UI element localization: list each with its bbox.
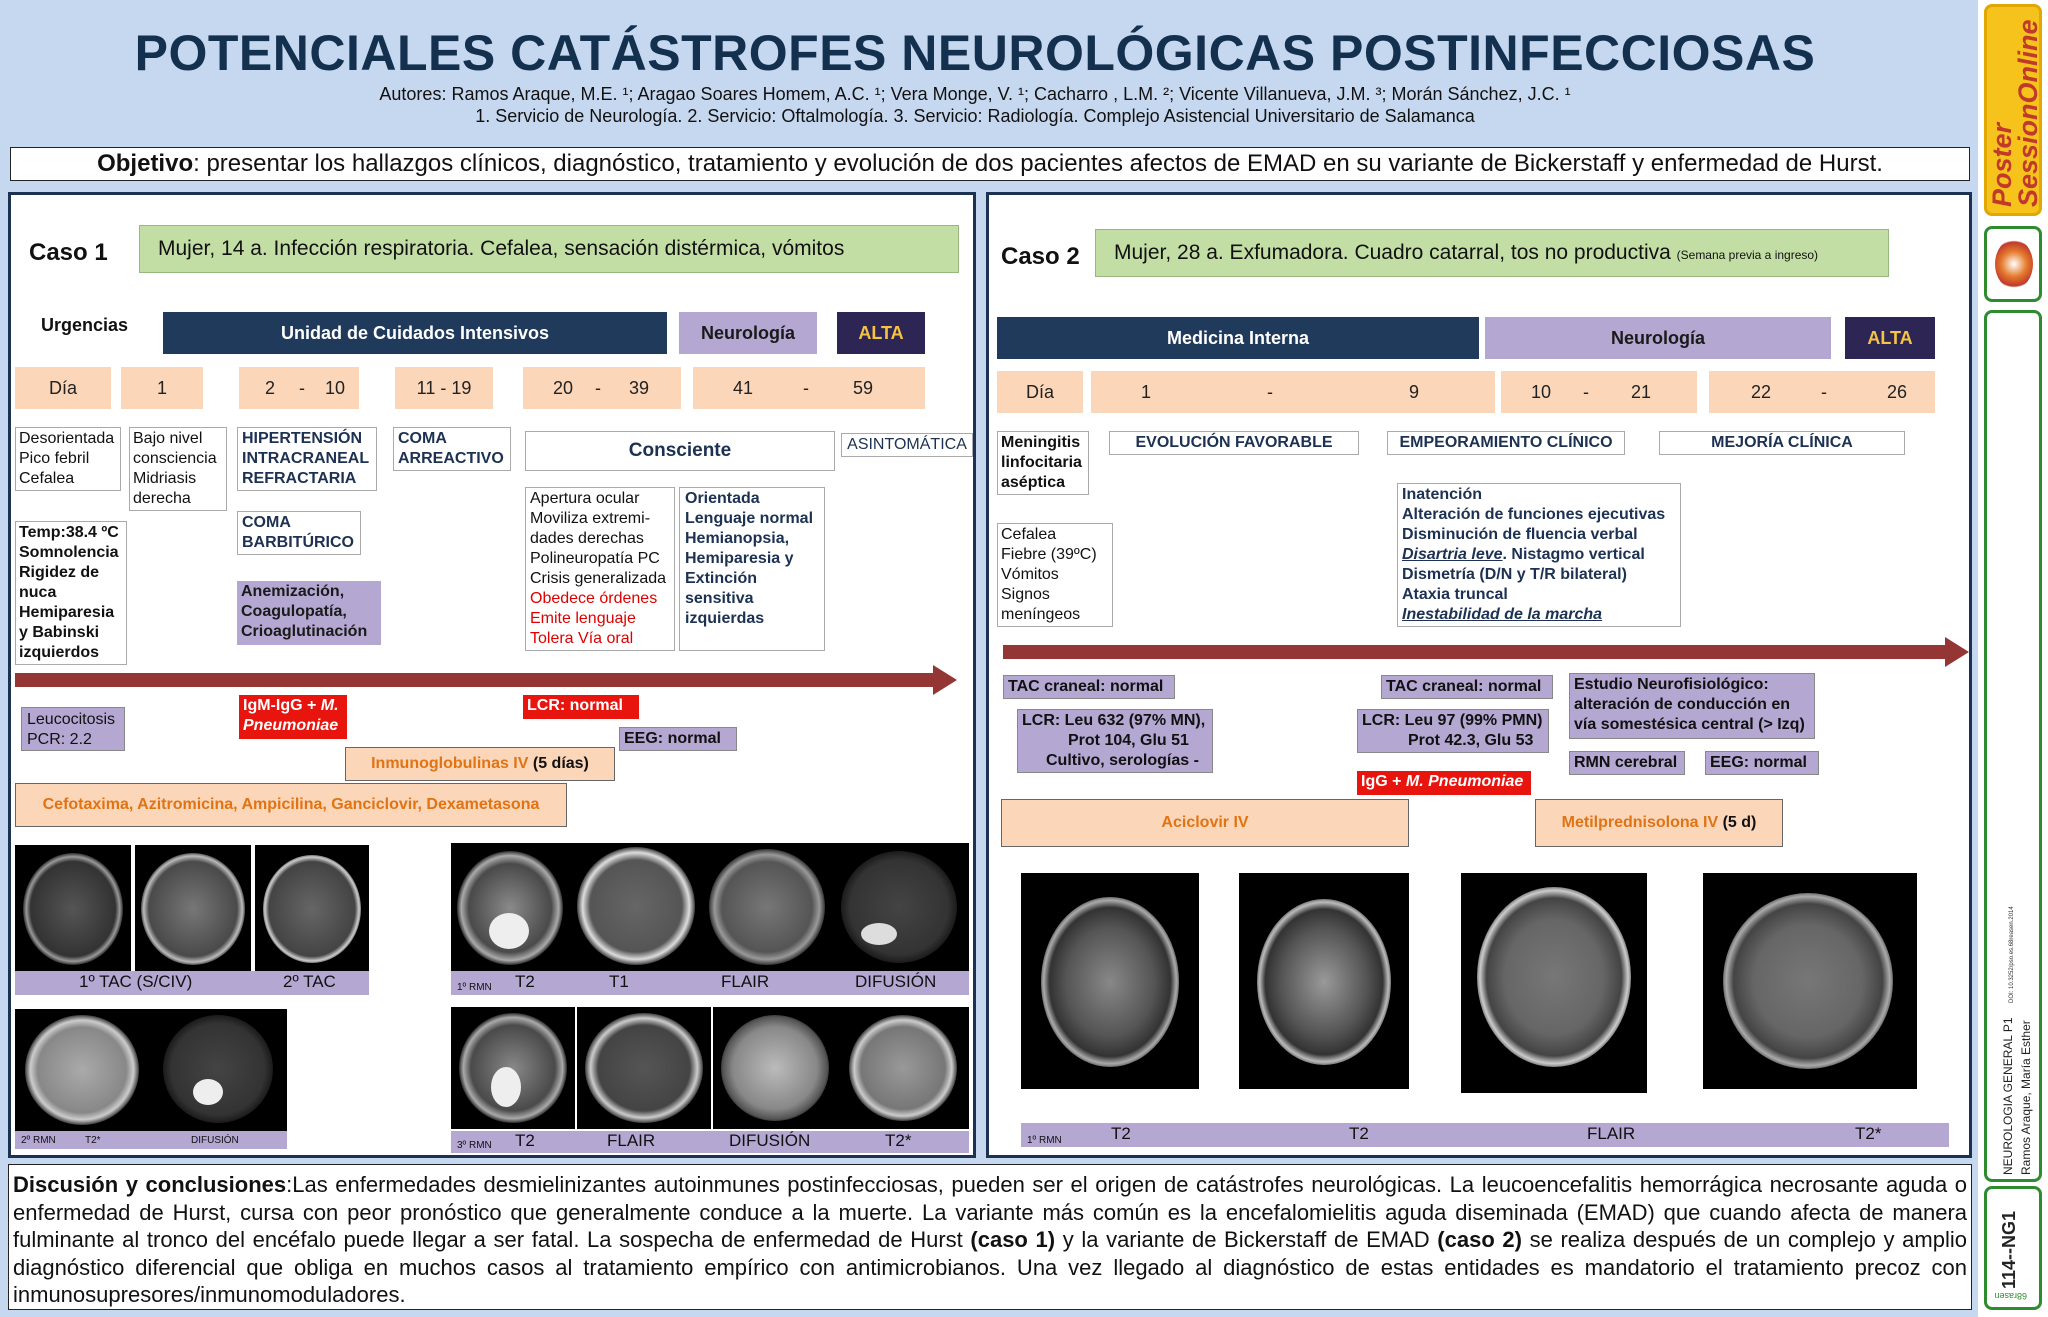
author-name: Ramos Araque, María Esther (2019, 1020, 2033, 1175)
case2-day-range (1091, 371, 1495, 413)
dash: - (803, 378, 809, 398)
case2-panel (986, 192, 1972, 1158)
finding-line: derecha (133, 490, 191, 507)
poster-code-box (1984, 1186, 2042, 1310)
finding-text: Inestabilidad de la marcha (1402, 606, 1603, 623)
timeline-arrow (15, 673, 935, 687)
case2-alta: ALTA (1845, 317, 1935, 359)
case2-tac1: TAC craneal: normal (1003, 675, 1175, 699)
test-text: IgM-IgG + (243, 697, 321, 714)
finding-line: Meningitis (1001, 434, 1081, 451)
caption: FLAIR (607, 1131, 656, 1150)
case1-neuro-findings (679, 487, 825, 651)
finding-line: Fiebre (39ºC) (1001, 546, 1097, 563)
case1-title: Caso 1 (29, 239, 108, 266)
day: 10 (325, 378, 346, 398)
case2-mejoria: MEJORÍA CLÍNICA (1659, 431, 1905, 455)
dash: - (1821, 382, 1827, 402)
ct-scan-image (15, 845, 131, 971)
discussion-text: :Las enfermedades desmielinizantes autoinmunes postinfecciosas, pueden ser el origen de catástrofes neurológicas. La leucoencefalitis hemorrágica necrosante aguda o enfermedad de Hurst, cursa con peor pronóstico que generalmente conduce a la muerte. La variante más común es la encefalomielitis aguda diseminada (EMAD) que cuando afecta de manera fulminante al tronco del encéfalo puede llegar a ser fatal. La sospecha de enfermedad de Hurst (13, 1172, 1967, 1252)
treatment-days: (5 d) (1718, 814, 1757, 831)
dash: - (595, 378, 601, 398)
caption: FLAIR (1587, 1124, 1636, 1143)
finding-line: izquierdas (685, 610, 765, 627)
day: 39 (629, 378, 650, 398)
finding-line: Cefalea (19, 470, 75, 487)
caption: T2 (1349, 1124, 1369, 1143)
case1-urgencias: Urgencias (41, 315, 129, 335)
finding-line: Somnolencia (19, 544, 119, 561)
finding-line: Polineuropatía PC (530, 550, 660, 567)
day: 59 (853, 378, 874, 398)
brand: SessionOnline (2013, 19, 2043, 207)
day: 22 (1751, 382, 1772, 402)
case2-lcr2 (1357, 709, 1549, 753)
test-line: LCR: Leu 632 (97% MN), (1022, 712, 1206, 729)
day: 1 (1141, 382, 1152, 402)
finding-line: Apertura ocular (530, 490, 640, 507)
finding-line: Moviliza extremi- (530, 510, 651, 527)
caption-bar (451, 1131, 969, 1153)
caption: T2 (515, 972, 535, 991)
finding-line: Midriasis (133, 470, 197, 487)
dash: - (1267, 382, 1273, 402)
finding-text: Disartria leve (1402, 546, 1503, 563)
case2-title: Caso 2 (1001, 243, 1080, 270)
caption: T2* (1855, 1124, 1882, 1143)
caption-bar (15, 971, 369, 995)
test-line: Cultivo, serologías - (1046, 752, 1199, 769)
mri-image (1239, 873, 1409, 1089)
test-text: M. (320, 697, 339, 714)
mri-image (1021, 873, 1199, 1089)
caption: T1 (609, 972, 629, 991)
finding-line: Vómitos (1001, 566, 1059, 583)
finding-line: Extinción (685, 570, 758, 587)
ct-scan-image (255, 845, 369, 971)
case1-leucocitosis (21, 707, 125, 751)
finding-line: Temp:38.4 ºC (19, 524, 119, 541)
finding-line: Coagulopatía, (241, 603, 347, 620)
test-line: alteración de conducción en (1574, 696, 1791, 713)
caption: 1º RMN (1027, 1135, 1062, 1146)
case1-consciente-detail (525, 487, 675, 651)
test-line: Estudio Neurofisiológico: (1574, 676, 1769, 693)
objective-text: : presentar los hallazgos clínicos, diagnóstico, tratamiento y evolución de dos pacientes afectos de EMAD en su variante de Bickerstaff y enfermedad de Hurst. (193, 150, 1883, 177)
poster-info (1984, 310, 2042, 1182)
case2-day-range (1709, 371, 1935, 413)
test-text: M. Pneumoniae (1405, 773, 1524, 790)
finding-line: izquierdos (19, 644, 100, 661)
treatment-text: Metilprednisolona IV (1561, 814, 1719, 831)
finding-line: HIPERTENSIÓN (242, 430, 363, 447)
arrow-head (1945, 637, 1969, 667)
case1-summary: Mujer, 14 a. Infección respiratoria. Cefalea, sensación distérmica, vómitos (139, 225, 959, 273)
test-text: IgG + (1361, 773, 1406, 790)
finding-line: Alteración de funciones ejecutivas (1402, 506, 1666, 523)
finding-line: y Babinski (19, 624, 100, 641)
summary-text: Mujer, 28 a. Exfumadora. Cuadro catarral, tos no productiva (1114, 241, 1671, 264)
discussion-case1: (caso 1) (970, 1227, 1056, 1252)
finding-line: COMA (242, 514, 291, 531)
case1-finding-signs (15, 521, 127, 665)
finding-line: meníngeos (1001, 606, 1081, 623)
test-line: Leucocitosis (27, 711, 116, 728)
case1-day-label: Día (15, 367, 111, 409)
day: 26 (1887, 382, 1908, 402)
mri-image (713, 1007, 837, 1129)
day: 41 (733, 378, 754, 398)
case1-coma-arreactivo (393, 427, 511, 471)
finding-line: COMA (398, 430, 447, 447)
caption: 3º RMN (457, 1140, 492, 1151)
case1-day: 1 (121, 367, 203, 409)
finding-line: linfocitaria (1001, 454, 1082, 471)
case2-igm (1357, 771, 1531, 795)
day: 20 (553, 378, 574, 398)
finding-line: INTRACRANEAL (242, 450, 370, 467)
case2-neuro: Neurología (1485, 317, 1831, 359)
case1-antibiotics: Cefotaxima, Azitromicina, Ampicilina, Ganciclovir, Dexametasona (15, 783, 567, 827)
mri-image (703, 843, 831, 971)
finding-line: Pico febril (19, 450, 90, 467)
case2-aciclovir: Aciclovir IV (1001, 799, 1409, 847)
case1-neuro: Neurología (679, 312, 817, 354)
objective-label: Objetivo (97, 150, 194, 177)
mri-image (831, 843, 969, 971)
sidebar (1978, 0, 2048, 1317)
objective-box (10, 147, 1970, 181)
caption: FLAIR (721, 972, 770, 991)
caption: T2* (885, 1131, 912, 1150)
case1-anemizacion (237, 581, 381, 645)
finding-line: Ataxia truncal (1402, 586, 1508, 603)
case1-finding-urgencias (15, 427, 121, 491)
finding-line: REFRACTARIA (242, 470, 357, 487)
mri-image (569, 843, 703, 971)
case2-empeoramiento: EMPEORAMIENTO CLÍNICO (1387, 431, 1625, 455)
caption: 2º RMN (21, 1135, 56, 1146)
finding-line: Desorientada (19, 430, 115, 447)
mri-image (1461, 873, 1647, 1093)
case1-hic (237, 427, 377, 491)
caption: T2 (1111, 1124, 1131, 1143)
case1-lcr: LCR: normal (523, 695, 639, 719)
org-label: 68rasen (1994, 1291, 2027, 1301)
finding-line: Obedece órdenes (530, 590, 658, 607)
finding-line: Crisis generalizada (530, 570, 667, 587)
day: 21 (1631, 382, 1652, 402)
caption: T2* (85, 1135, 101, 1146)
finding-line: Emite lenguaje (530, 610, 636, 627)
authors: Autores: Ramos Araque, M.E. ¹; Aragao Soares Homem, A.C. ¹; Vera Monge, V. ¹; Cacharro , L.M. ²; Vicente Villanueva, J.M. ³; Morán Sánchez, J.C. ¹ (379, 84, 1571, 104)
poster-title: POTENCIALES CATÁSTROFES NEUROLÓGICAS POSTINFECCIOSAS (134, 25, 1816, 81)
case2-lcr1 (1017, 709, 1213, 773)
discussion-text: se realiza después de un complejo y amplio diagnóstico diferencial que obliga en muchos casos al tratamiento empírico con antimicrobianos. Una vez llegado al diagnóstico de estas entidades es mandatorio el tratamiento precoz con inmunosupresores/inmunomoduladores. (13, 1227, 1967, 1307)
caption-bar (451, 971, 969, 995)
mri-image (451, 843, 569, 971)
finding-line: consciencia (133, 450, 217, 467)
affiliations: 1. Servicio de Neurología. 2. Servicio: Oftalmología. 3. Servicio: Radiología. Complejo Asistencial Universitario de Salamanca (475, 106, 1475, 126)
case2-symptoms (997, 523, 1113, 627)
finding-line: BARBITÚRICO (242, 534, 354, 551)
mri-image (1703, 873, 1917, 1089)
case1-day-range (239, 367, 359, 409)
mri-image (837, 1007, 969, 1129)
timeline-arrow (1003, 645, 1947, 659)
case2-mi: Medicina Interna (997, 317, 1479, 359)
case1-consciente: Consciente (525, 431, 835, 471)
finding-line (1402, 545, 1676, 565)
brand-text (1989, 7, 2041, 207)
finding-line: Lenguaje normal (685, 510, 814, 527)
finding-line (1402, 605, 1676, 625)
case1-inmunoglobulinas (345, 747, 615, 781)
discussion-text: y la variante de Bickerstaff de EMAD (1055, 1227, 1438, 1252)
case1-uci: Unidad de Cuidados Intensivos (163, 312, 667, 354)
caption-bar (15, 1131, 287, 1149)
treatment-days: (5 días) (528, 755, 589, 772)
finding-line: Signos (1001, 586, 1050, 603)
case1-eeg: EEG: normal (619, 727, 737, 751)
caption: 1º TAC (S/CIV) (79, 972, 193, 991)
poster-session-logo[interactable] (1984, 4, 2042, 216)
discussion-label: Discusión y conclusiones (13, 1172, 287, 1197)
finding-line: dades derechas (530, 530, 644, 547)
case2-tac2: TAC craneal: normal (1381, 675, 1553, 699)
test-line: LCR: Leu 97 (99% PMN) (1362, 712, 1543, 729)
mri-image (577, 1007, 711, 1129)
case2-day-label: Día (997, 371, 1083, 413)
arrow-head (933, 665, 957, 695)
caption: DIFUSIÓN (729, 1131, 811, 1150)
case1-alta: ALTA (837, 312, 925, 354)
case1-coma-barbiturico (237, 511, 361, 555)
case2-day-range (1501, 371, 1697, 413)
test-line: vía somestésica central (> Izq) (1574, 716, 1805, 733)
discussion-box (8, 1164, 1972, 1310)
finding-line: Hemiparesia y (685, 550, 794, 567)
case1-asintomatica: ASINTOMÁTICA (841, 433, 973, 457)
ct-scan-image (135, 845, 251, 971)
mri-image (15, 1009, 149, 1131)
finding-line: Bajo nivel (133, 430, 203, 447)
caption: DIFUSIÓN (191, 1135, 239, 1146)
finding-line: Tolera Vía oral (530, 630, 634, 647)
finding-line: aséptica (1001, 474, 1066, 491)
mri-image (451, 1007, 575, 1129)
case1-igm (239, 695, 347, 739)
finding-line: ARREACTIVO (398, 450, 504, 467)
day: 9 (1409, 382, 1420, 402)
finding-line: Orientada (685, 490, 760, 507)
case2-eeg: EEG: normal (1705, 751, 1819, 775)
brand: Poster (1987, 122, 2017, 207)
case2-rmn: RMN cerebral (1569, 751, 1685, 775)
test-line: Prot 42.3, Glu 53 (1408, 732, 1534, 749)
day: 2 (265, 378, 276, 398)
finding-text: . Nistagmo vertical (1502, 546, 1645, 563)
case2-neuro-findings (1397, 483, 1681, 627)
finding-line: Rigidez de (19, 564, 100, 581)
mri-image (149, 1009, 287, 1131)
dash: - (1583, 382, 1589, 402)
caption: 1º RMN (457, 982, 492, 993)
finding-line: Inatención (1402, 486, 1483, 503)
discussion-case2: (caso 2) (1437, 1227, 1522, 1252)
finding-line: sensitiva (685, 590, 754, 607)
treatment-text: Inmunoglobulinas IV (371, 755, 529, 772)
society-seal-icon (1995, 239, 2033, 289)
test-text: Pneumoniae (243, 717, 339, 734)
case2-neurofisiologia (1569, 673, 1815, 739)
finding-line: Cefalea (1001, 526, 1057, 543)
finding-line: Dismetría (D/N y T/R bilateral) (1402, 566, 1627, 583)
finding-line: Crioaglutinación (241, 623, 368, 640)
case1-panel (8, 192, 976, 1158)
caption-bar (1021, 1123, 1949, 1147)
dash: - (299, 378, 305, 398)
finding-line: Hemianopsia, (685, 530, 790, 547)
case1-finding-day1 (129, 427, 227, 511)
caption: DIFUSIÓN (855, 972, 937, 991)
poster-code: 114--NG1 (1999, 1210, 2019, 1289)
case2-evolucion: EVOLUCIÓN FAVORABLE (1109, 431, 1359, 455)
doi: DOI: 10.3252/pso.es.68reasen.2014 (2009, 906, 2015, 1003)
case2-metilprednisolona (1535, 799, 1783, 847)
test-line: PCR: 2.2 (27, 731, 92, 748)
test-line: Prot 104, Glu 51 (1068, 732, 1189, 749)
case2-summary (1095, 229, 1889, 277)
society-logo[interactable] (1984, 226, 2042, 302)
case1-day-range (693, 367, 925, 409)
finding-line: nuca (19, 584, 57, 601)
day: 10 (1531, 382, 1552, 402)
finding-line: Disminución de fluencia verbal (1402, 526, 1638, 543)
case2-meningitis (997, 431, 1089, 495)
caption: T2 (515, 1131, 535, 1150)
finding-line: Hemiparesia (19, 604, 115, 621)
case1-day: 11 - 19 (395, 367, 493, 409)
caption: 2º TAC (283, 972, 336, 991)
finding-line: Anemización, (241, 583, 345, 600)
summary-note: (Semana previa a ingreso) (1676, 248, 1819, 262)
category: NEUROLOGIA GENERAL P1 (2001, 1017, 2015, 1175)
case1-day-range (523, 367, 681, 409)
